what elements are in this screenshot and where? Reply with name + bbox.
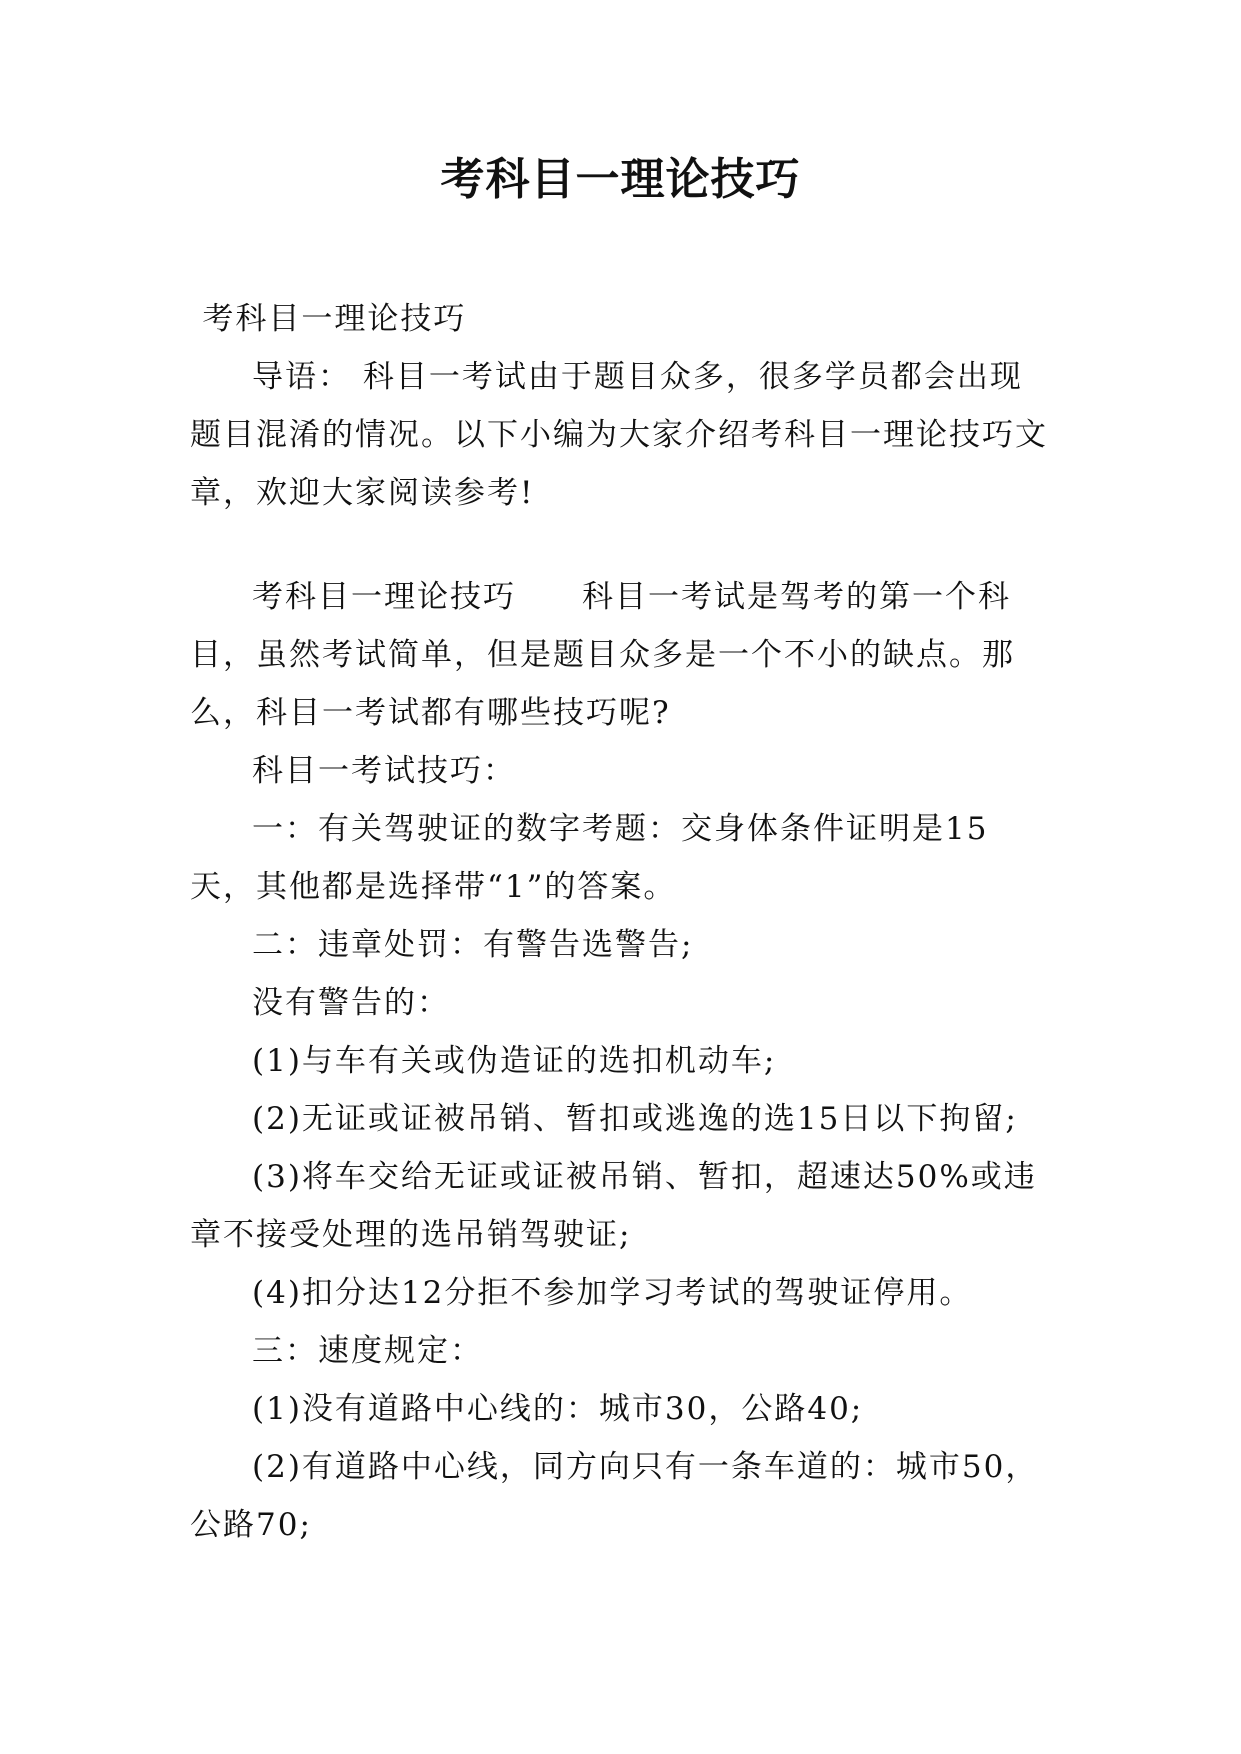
- list-item: (2)有道路中心线，同方向只有一条车道的：城市50，公路70;: [190, 1449, 1039, 1543]
- list-item: (1)没有道路中心线的：城市30，公路40;: [252, 1391, 864, 1427]
- document-title: 考科目一理论技巧: [440, 154, 801, 205]
- paragraph-subtitle: 考科目一理论技巧: [202, 301, 467, 337]
- paragraph: 三：速度规定：: [252, 1333, 483, 1369]
- paragraph: 科目一考试技巧：: [252, 753, 516, 789]
- paragraph: 二：违章处罚：有警告选警告;: [252, 927, 694, 963]
- list-item: (3)将车交给无证或证被吊销、暂扣，超速达50%或违章不接受处理的选吊销驾驶证;: [190, 1159, 1037, 1253]
- list-item: (1)与车有关或伪造证的选扣机动车;: [252, 1043, 777, 1079]
- paragraph-intro: 导语： 科目一考试由于题目众多，很多学员都会出现题目混淆的情况。以下小编为大家介绍考科目一理论技巧文章，欢迎大家阅读参考!: [190, 359, 1048, 511]
- list-item: (4)扣分达12分拒不参加学习考试的驾驶证停用。: [252, 1275, 973, 1311]
- list-item: (2)无证或证被吊销、暂扣或逃逸的选15日以下拘留;: [252, 1101, 1018, 1137]
- paragraph: 没有警告的：: [252, 985, 450, 1021]
- paragraph: 考科目一理论技巧 科目一考试是驾考的第一个科目，虽然考试简单，但是题目众多是一个不小的缺点。那么，科目一考试都有哪些技巧呢?: [190, 579, 1015, 731]
- paragraph-gap: [190, 522, 1050, 568]
- document-body: [190, 290, 1050, 1554]
- paragraph: 一：有关驾驶证的数字考题：交身体条件证明是15天，其他都是选择带“1”的答案。: [190, 811, 989, 905]
